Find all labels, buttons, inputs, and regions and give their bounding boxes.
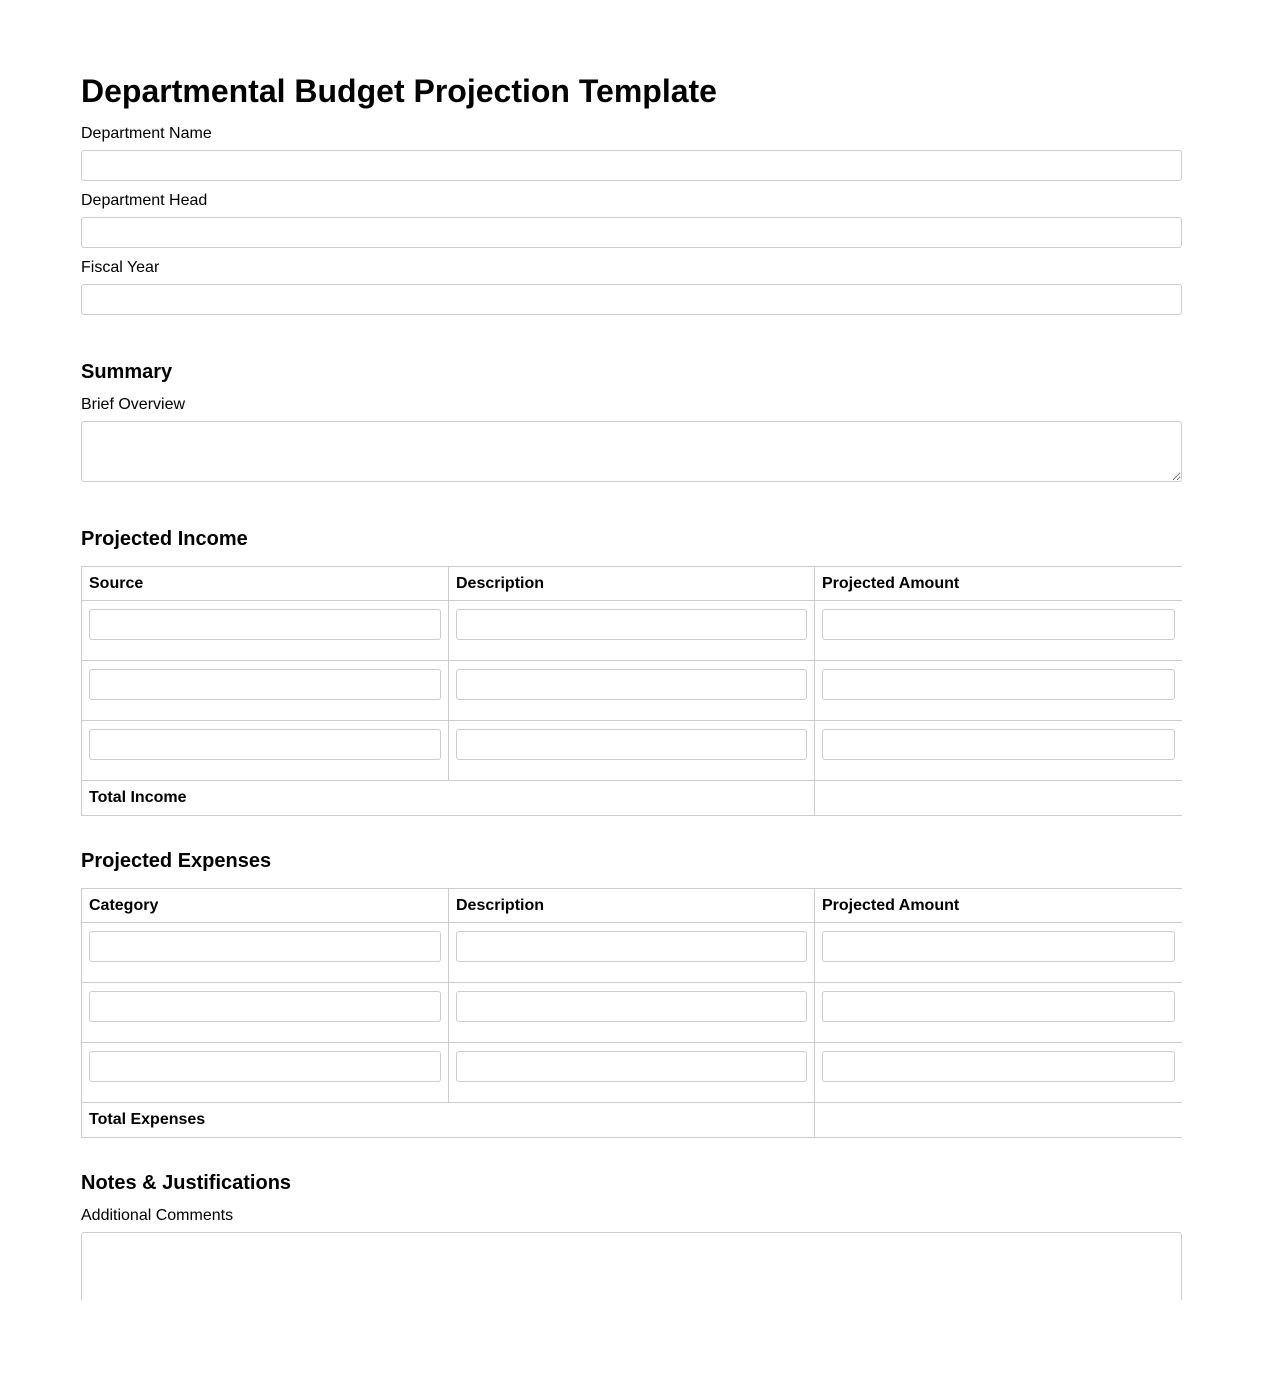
spacer	[81, 1138, 1182, 1170]
total-income-label: Total Income	[82, 781, 815, 816]
income-source-input[interactable]	[89, 669, 441, 700]
table-row	[82, 923, 1183, 983]
table-row	[82, 601, 1183, 661]
income-description-input[interactable]	[456, 669, 807, 700]
income-amount-input[interactable]	[822, 609, 1175, 640]
income-source-input[interactable]	[89, 729, 441, 760]
column-header-description: Description	[449, 889, 815, 923]
department-head-input[interactable]	[81, 217, 1182, 248]
table-row	[82, 1043, 1183, 1103]
department-head-label: Department Head	[81, 192, 208, 209]
table-row	[82, 721, 1183, 781]
expense-description-input[interactable]	[456, 991, 807, 1022]
income-description-input[interactable]	[456, 609, 807, 640]
spacer	[81, 325, 1182, 359]
column-header-category: Category	[82, 889, 449, 923]
additional-comments-label: Additional Comments	[81, 1207, 234, 1224]
table-header-row	[82, 889, 1183, 923]
brief-overview-label: Brief Overview	[81, 396, 186, 413]
column-header-projected-amount: Projected Amount	[815, 889, 1183, 923]
table-row	[82, 661, 1183, 721]
income-amount-input[interactable]	[822, 669, 1175, 700]
income-amount-input[interactable]	[822, 729, 1175, 760]
column-header-projected-amount: Projected Amount	[815, 567, 1183, 601]
expense-amount-input[interactable]	[822, 991, 1175, 1022]
projected-income-heading: Projected Income	[81, 528, 248, 550]
total-expenses-label: Total Expenses	[82, 1103, 815, 1138]
expense-category-input[interactable]	[89, 991, 441, 1022]
table-row	[82, 983, 1183, 1043]
additional-comments-textarea[interactable]	[81, 1232, 1182, 1300]
income-source-input[interactable]	[89, 609, 441, 640]
notes-heading: Notes & Justifications	[81, 1172, 292, 1194]
total-expenses-value	[815, 1103, 1183, 1138]
budget-form-page	[81, 0, 1182, 1300]
total-row	[82, 781, 1183, 816]
expense-description-input[interactable]	[456, 931, 807, 962]
expense-category-input[interactable]	[89, 931, 441, 962]
expenses-table	[81, 888, 1182, 1138]
brief-overview-textarea[interactable]	[81, 421, 1182, 482]
expense-category-input[interactable]	[89, 1051, 441, 1082]
form-body	[81, 124, 1182, 1300]
fiscal-year-label: Fiscal Year	[81, 259, 160, 276]
summary-heading: Summary	[81, 361, 173, 383]
income-table	[81, 566, 1182, 816]
projected-expenses-heading: Projected Expenses	[81, 850, 272, 872]
department-name-input[interactable]	[81, 150, 1182, 181]
expense-amount-input[interactable]	[822, 1051, 1175, 1082]
table-header-row	[82, 567, 1183, 601]
column-header-source: Source	[82, 567, 449, 601]
page-title: Departmental Budget Projection Template	[81, 73, 717, 109]
fiscal-year-input[interactable]	[81, 284, 1182, 315]
expense-description-input[interactable]	[456, 1051, 807, 1082]
expense-amount-input[interactable]	[822, 931, 1175, 962]
income-description-input[interactable]	[456, 729, 807, 760]
total-income-value	[815, 781, 1183, 816]
column-header-description: Description	[449, 567, 815, 601]
spacer	[81, 492, 1182, 526]
total-row	[82, 1103, 1183, 1138]
department-name-label: Department Name	[81, 125, 212, 142]
spacer	[81, 816, 1182, 848]
